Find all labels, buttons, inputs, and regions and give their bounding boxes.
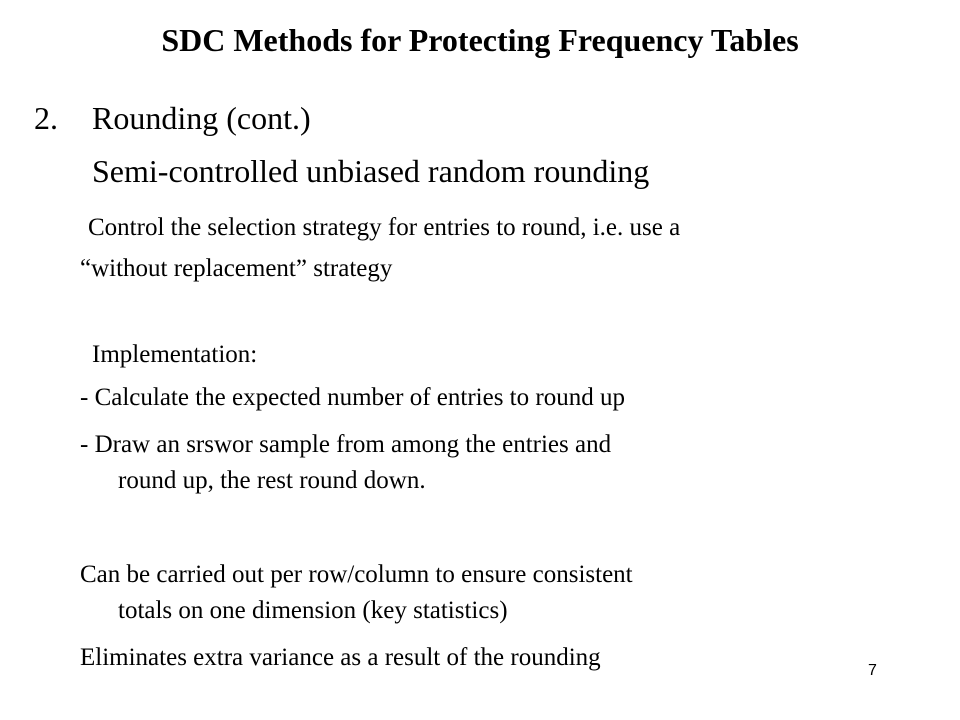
note-1-line-1: Can be carried out per row/column to ensure consistent bbox=[80, 561, 633, 588]
step-2-line-1: - Draw an srswor sample from among the entries and bbox=[80, 431, 612, 458]
step-2-line-2: round up, the rest round down. bbox=[118, 467, 426, 494]
section-number: 2. bbox=[34, 100, 58, 136]
subheading: Semi-controlled unbiased random rounding bbox=[92, 153, 650, 189]
implementation-label: Implementation: bbox=[92, 341, 258, 368]
step-1: - Calculate the expected number of entries to round up bbox=[80, 384, 625, 411]
page-number: 7 bbox=[868, 662, 877, 679]
intro-line-2: “without replacement” strategy bbox=[80, 255, 393, 282]
section-heading: Rounding (cont.) bbox=[92, 100, 311, 136]
slide-title: SDC Methods for Protecting Frequency Tables bbox=[161, 22, 799, 58]
intro-line-1: Control the selection strategy for entries to round, i.e. use a bbox=[88, 214, 681, 241]
note-2: Eliminates extra variance as a result of the rounding bbox=[80, 644, 601, 671]
note-1-line-2: totals on one dimension (key statistics) bbox=[118, 597, 508, 624]
